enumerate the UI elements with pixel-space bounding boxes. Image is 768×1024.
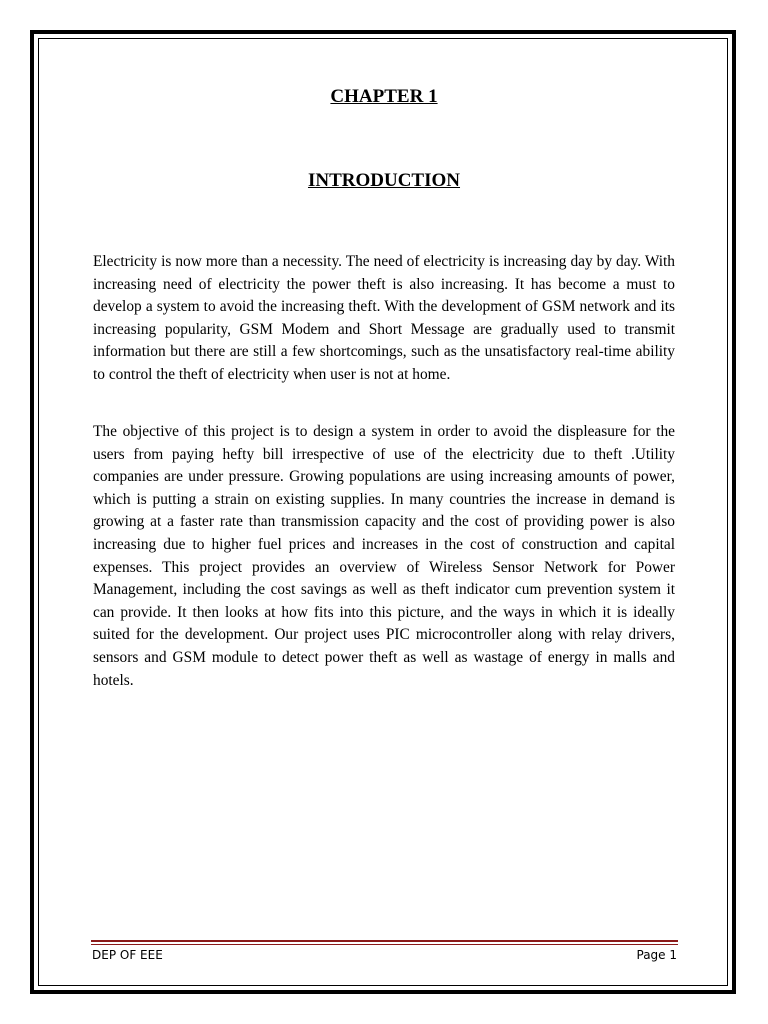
chapter-heading: CHAPTER 1 (330, 86, 438, 107)
footer-rule-top (91, 940, 678, 942)
intro-paragraph-2: The objective of this project is to design a system in order to avoid the displeasure for the users from paying hefty bill irrespective of use of the electricity due to theft .Utility companies are under pressure. Growing populations are using increasing amounts of power, which is putting a strain on existing supplies. In many countries the increase in demand is growing at a faster rate than transmission capacity and the cost of providing power is also increasing due to higher fuel prices and increases in the cost of construction and capital expenses. This project provides an overview of Wireless Sensor Network for Power Management, including the cost savings as well as theft indicator cum prevention system it can provide. It then looks at how fits into this picture, and the ways in which it is ideally suited for the development. Our project uses PIC microcontroller along with relay drivers, sensors and GSM module to detect power theft as well as wastage of energy in malls and hotels. (93, 423, 675, 689)
section-heading: INTRODUCTION (307, 170, 461, 191)
footer-department: DEP OF EEE (92, 948, 163, 962)
footer-page-number: Page 1 (636, 948, 677, 962)
footer-rule-bottom (91, 944, 678, 945)
intro-paragraph-1: Electricity is now more than a necessity. The need of electricity is increasing day by day. With increasing need of electricity the power theft is also increasing. It has become a must to develop a system to avoid the increasing theft. With the development of GSM network and its increasing popularity, GSM Modem and Short Message are gradually used to transmit information but there are still a few shortcomings, such as the unsatisfactory real-time ability to control the theft of electricity when user is not at home. (93, 253, 675, 383)
